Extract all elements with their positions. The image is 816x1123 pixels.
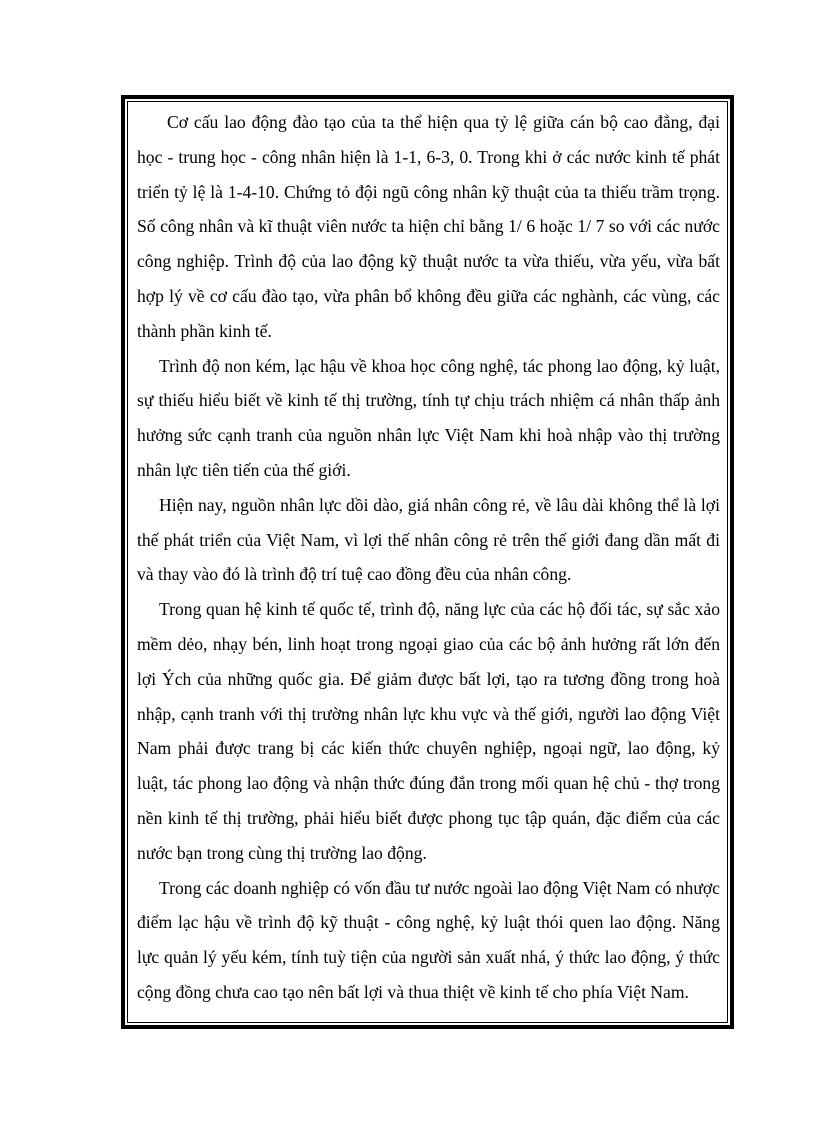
paragraph-international-relations: Trong quan hệ kinh tế quốc tế, trình độ, năng lực của các hộ đối tác, sự sắc xảo mềm dẻo, nhạy bén, linh hoạt trong ngoại giao của các bộ ảnh hưởng rất lớn đến lợi Ých của những quốc gia. Để giảm được bất lợi, tạo ra tương đồng trong hoà nhập, cạnh tranh với thị trường nhân lực khu vực và thế giới, người lao động Việt Nam phải được trang bị các kiến thức chuyên nghiệp, ngoại ngữ, lao động, kỷ luật, tác phong lao động và nhận thức đúng đắn trong mối quan hệ chủ - thợ trong nền kinh tế thị trường, phải hiểu biết được phong tục tập quán, đặc điểm của các nước bạn trong cùng thị trường lao động. [137,599,720,863]
document-body [127,101,728,1023]
paragraph-labor-structure: Cơ cấu lao động đào tạo của ta thể hiện qua tỷ lệ giữa cán bộ cao đẳng, đại học - trung học - công nhân hiện là 1-1, 6-3, 0. Trong khi ở các nước kinh tế phát triển tỷ lệ là 1-4-10. Chứng tỏ đội ngũ công nhân kỹ thuật của ta thiếu trầm trọng. Số công nhân và kĩ thuật viên nước ta hiện chỉ bằng 1/ 6 hoặc 1/ 7 so với các nước công nghiệp. Trình độ của lao động kỹ thuật nước ta vừa thiếu, vừa yếu, vừa bất hợp lý về cơ cấu đào tạo, vừa phân bổ không đều giữa các nghành, các vùng, các thành phần kinh tế. [137,112,720,341]
paragraph-foreign-invested-enterprises: Trong các doanh nghiệp có vốn đầu tư nước ngoài lao động Việt Nam có nhược điểm lạc hậu về trình độ kỹ thuật - công nghệ, kỷ luật thói quen lao động. Năng lực quản lý yếu kém, tính tuỳ tiện của người sản xuất nhá, ý thức lao động, ý thức cộng đồng chưa cao tạo nên bất lợi và thua thiệt về kinh tế cho phía Việt Nam. [137,877,720,1002]
page-border [121,95,734,1029]
paragraph-low-skill-level: Trình độ non kém, lạc hậu về khoa học công nghệ, tác phong lao động, kỷ luật, sự thiếu hiểu biết về kinh tế thị trường, tính tự chịu trách nhiệm cá nhân thấp ảnh hưởng sức cạnh tranh của nguồn nhân lực Việt Nam khi hoà nhập vào thị trường nhân lực tiên tiến của thế giới. [137,355,720,480]
paragraph-cheap-labor: Hiện nay, nguồn nhân lực dồi dào, giá nhân công rẻ, về lâu dài không thể là lợi thế phát triển của Việt Nam, vì lợi thế nhân công rẻ trên thế giới đang dần mất đi và thay vào đó là trình độ trí tuệ cao đồng đều của nhân công. [137,494,720,585]
